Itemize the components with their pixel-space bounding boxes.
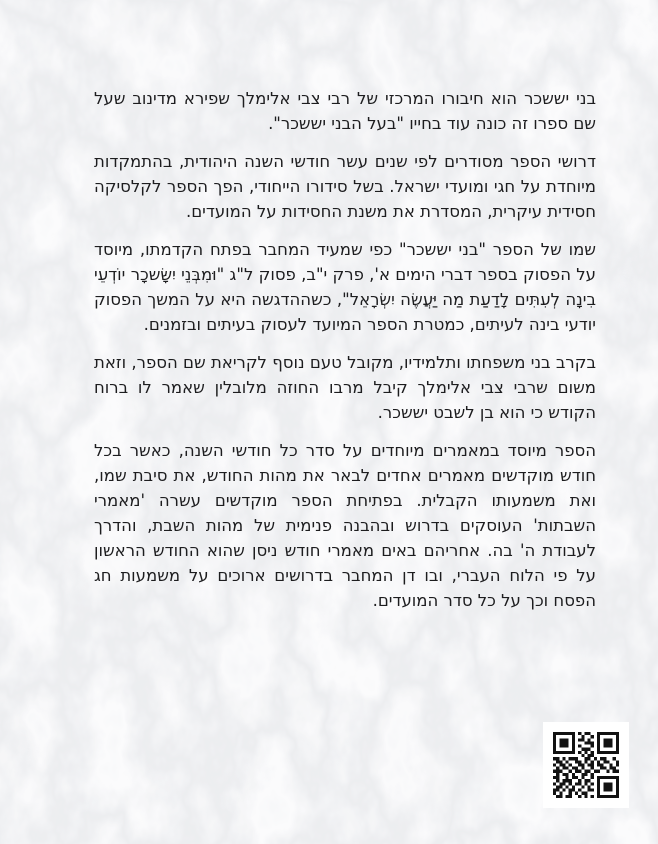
paragraph: הספר מיוסד במאמרים מיוחדים על סדר כל חודשי השנה, כאשר בכל חודש מוקדשים מאמרים אחדים לבאר את מהות החודש, את סיבת שמו, ואת משמעותו הקבלית. בפתיחת הספר מוקדשים עשרה 'מאמרי השבתות' העוסקים בדרוש ובהבנה פנימית של מהות השבת, והדרך לעבודת ה' בה. אחריהם באים מאמרי חודש ניסן שהוא החודש הראשון על פי הלוח העברי, ובו דן המחבר בדרושים ארוכים על משמעות חג הפסח וכך על כל סדר המועדים. <box>94 441 596 610</box>
paragraph: בקרב בני משפחתו ותלמידיו, מקובל טעם נוסף לקריאת שם הספר, וזאת משום שרבי צבי אלימלך קיבל מרבו החוזה מלובלין שאמר לו ברוח הקודש כי הוא בן לשבט יששכר. <box>94 353 596 422</box>
paragraph: דרושי הספר מסודרים לפי שנים עשר חודשי השנה היהודית, בהתמקדות מיוחדת על חגי ומועדי ישראל. בשל סידורו הייחודי, הפך הספר לקלסיקה חסידית עיקרית, המסדרת את משנת החסידות על המועדים. <box>94 152 596 221</box>
paragraph: שמו של הספר "בני יששכר" כפי שמעיד המחבר בפתח הקדמתו, מיוסד על הפסוק בספר דברי הימים א', פרק י"ב, פסוק ל"ג "וּמִבְּנֵי יִשָּׂשכָר יוֹדְעֵי בִינָה לְעִתִּים לָדַעַת מַה יַּעֲשֶׂה יִשְׂרָאֵל", כשההדגשה היא על המשך הפסוק יודעי בינה לעיתים, כמטרת הספר המיועד לעסוק בעיתים ובזמנים. <box>94 240 596 334</box>
paragraph: בני יששכר הוא חיבורו המרכזי של רבי צבי אלימלך שפירא מדינוב שעל שם ספרו זה כונה עוד בחייו "בעל הבני יששכר". <box>94 89 596 133</box>
qr-code-icon <box>553 732 619 798</box>
qr-card <box>543 722 629 808</box>
article-text <box>94 86 596 626</box>
